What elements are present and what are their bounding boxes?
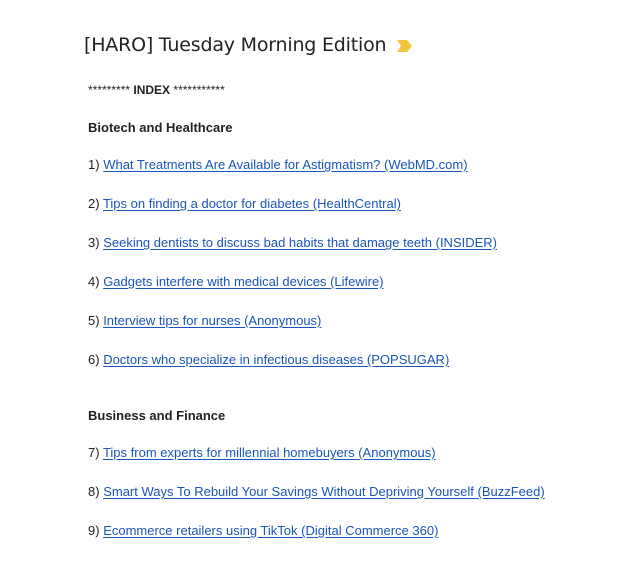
item-number: 3)	[88, 235, 100, 250]
index-label: INDEX	[133, 83, 171, 97]
section-heading-biotech: Biotech and Healthcare	[88, 120, 233, 135]
item-link[interactable]: Tips on finding a doctor for diabetes (HealthCentral)	[102, 196, 401, 211]
item-link[interactable]: What Treatments Are Available for Astigmatism? (WebMD.com)	[103, 157, 468, 172]
item-link[interactable]: Seeking dentists to discuss bad habits that damage teeth (INSIDER)	[103, 235, 498, 250]
list-item	[88, 196, 401, 212]
index-stars-right: ***********	[173, 83, 225, 97]
important-marker-icon[interactable]	[397, 39, 413, 53]
item-number: 4)	[88, 274, 100, 289]
section-heading-business: Business and Finance	[88, 408, 226, 423]
list-item	[88, 313, 321, 329]
index-line	[88, 82, 225, 98]
item-number: 8)	[88, 484, 100, 499]
list-item	[88, 352, 449, 368]
list-item	[88, 484, 545, 500]
email-subject: [HARO] Tuesday Morning Edition	[84, 34, 387, 56]
item-link[interactable]: Interview tips for nurses (Anonymous)	[103, 313, 322, 328]
item-link[interactable]: Smart Ways To Rebuild Your Savings Without Depriving Yourself (BuzzFeed)	[103, 484, 545, 499]
subject-row	[84, 34, 413, 56]
list-item	[88, 235, 497, 251]
item-number: 9)	[88, 523, 100, 538]
list-item	[88, 274, 384, 290]
item-link[interactable]: Tips from experts for millennial homebuyers (Anonymous)	[102, 445, 436, 460]
item-number: 1)	[88, 157, 100, 172]
list-item	[88, 523, 438, 539]
item-number: 5)	[88, 313, 100, 328]
item-number: 6)	[88, 352, 100, 367]
item-link[interactable]: Doctors who specialize in infectious diseases (POPSUGAR)	[103, 352, 450, 367]
list-item	[88, 445, 436, 461]
item-link[interactable]: Ecommerce retailers using TikTok (Digital Commerce 360)	[103, 523, 439, 538]
index-stars-left: *********	[88, 83, 131, 97]
item-link[interactable]: Gadgets interfere with medical devices (Lifewire)	[103, 274, 384, 289]
item-number: 7)	[88, 445, 100, 460]
list-item	[88, 157, 468, 173]
item-number: 2)	[88, 196, 100, 211]
